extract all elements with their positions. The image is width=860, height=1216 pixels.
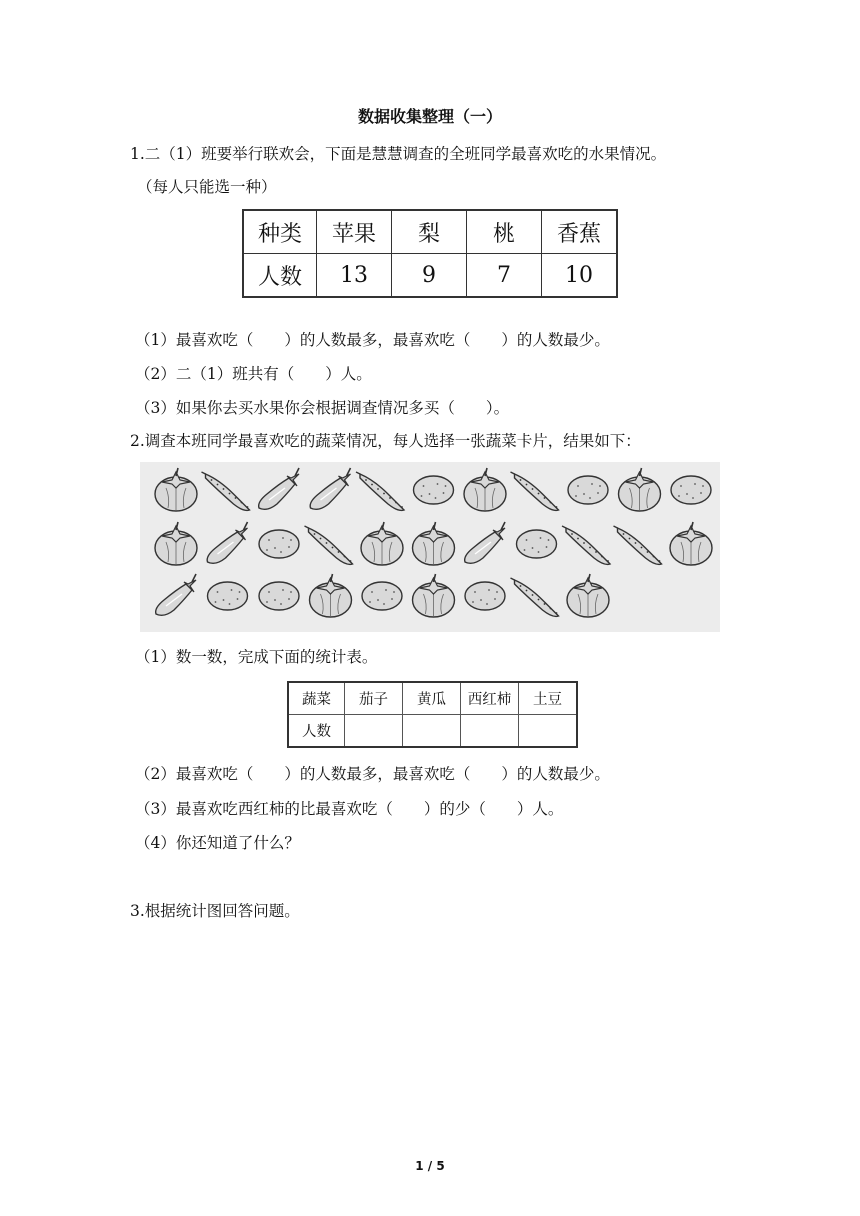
table-row	[288, 682, 577, 715]
table-cell: 9	[392, 254, 467, 298]
cucumber-icon	[511, 578, 559, 616]
tomato-icon	[670, 522, 712, 565]
q1-intro: 1.二（1）班要举行联欢会，下面是慧慧调查的全班同学最喜欢吃的水果情况。	[130, 145, 667, 163]
blank-answer-cell[interactable]	[519, 715, 578, 748]
table-cell: 茄子	[345, 682, 403, 715]
tomato-icon	[310, 574, 352, 617]
eggplant-icon	[156, 574, 196, 615]
vegetable-cards-picture	[140, 462, 720, 632]
table-cell: 13	[317, 254, 392, 298]
potato-icon	[259, 582, 299, 610]
cucumber-icon	[562, 526, 610, 564]
table-cell: 土豆	[519, 682, 578, 715]
table-cell: 蔬菜	[288, 682, 345, 715]
cucumber-icon	[511, 472, 559, 510]
table-row	[243, 254, 617, 298]
cucumber-icon	[356, 472, 404, 510]
table-cell: 桃	[467, 210, 542, 254]
blank-answer-cell[interactable]	[403, 715, 461, 748]
eggplant-icon	[310, 468, 350, 509]
blank-answer-cell[interactable]	[345, 715, 403, 748]
potato-icon	[517, 530, 557, 558]
potato-icon	[568, 476, 608, 504]
potato-icon	[414, 476, 454, 504]
eggplant-icon	[465, 522, 505, 563]
fruit-survey-table	[242, 209, 618, 298]
cucumber-icon	[614, 526, 662, 564]
tomato-icon	[413, 522, 455, 565]
table-cell: 10	[542, 254, 618, 298]
q2-sub3: （3）最喜欢吃西红柿的比最喜欢吃（ ）的少（ ）人。	[135, 800, 564, 818]
tomato-icon	[155, 468, 197, 511]
table-cell: 7	[467, 254, 542, 298]
eggplant-icon	[207, 522, 247, 563]
table-cell: 种类	[243, 210, 317, 254]
page-number: 1 / 5	[415, 1159, 445, 1173]
tomato-icon	[567, 574, 609, 617]
q2-sub4: （4）你还知道了什么？	[135, 834, 300, 852]
q1-sub3: （3）如果你去买水果你会根据调查情况多买（ ）。	[135, 399, 510, 417]
table-cell: 香蕉	[542, 210, 618, 254]
table-row	[288, 715, 577, 748]
vegetable-count-table	[287, 681, 578, 748]
cucumber-icon	[305, 526, 353, 564]
vegetable-cards-svg	[140, 462, 720, 632]
table-cell: 人数	[288, 715, 345, 748]
potato-icon	[671, 476, 711, 504]
table-cell: 梨	[392, 210, 467, 254]
q1-note: （每人只能选一种）	[137, 178, 277, 196]
blank-answer-cell[interactable]	[461, 715, 519, 748]
potato-icon	[259, 530, 299, 558]
tomato-icon	[464, 468, 506, 511]
potato-icon	[465, 582, 505, 610]
potato-icon	[362, 582, 402, 610]
eggplant-icon	[259, 468, 299, 509]
q2-sub2: （2）最喜欢吃（ ）的人数最多，最喜欢吃（ ）的人数最少。	[135, 765, 610, 783]
potato-icon	[208, 582, 248, 610]
table-cell: 人数	[243, 254, 317, 298]
q1-sub2: （2）二（1）班共有（ ）人。	[135, 365, 372, 383]
tomato-icon	[619, 468, 661, 511]
table-cell: 西红柿	[461, 682, 519, 715]
table-cell: 苹果	[317, 210, 392, 254]
q1-sub1: （1）最喜欢吃（ ）的人数最多，最喜欢吃（ ）的人数最少。	[135, 331, 610, 349]
tomato-icon	[155, 522, 197, 565]
table-row	[243, 210, 617, 254]
table-cell: 黄瓜	[403, 682, 461, 715]
q3-intro: 3.根据统计图回答问题。	[130, 902, 300, 920]
tomato-icon	[413, 574, 455, 617]
tomato-icon	[361, 522, 403, 565]
q2-sub1: （1）数一数，完成下面的统计表。	[135, 648, 378, 666]
cucumber-icon	[202, 472, 250, 510]
q2-intro: 2.调查本班同学最喜欢吃的蔬菜情况，每人选择一张蔬菜卡片，结果如下：	[130, 432, 641, 450]
page-title: 数据收集整理（一）	[357, 107, 502, 126]
